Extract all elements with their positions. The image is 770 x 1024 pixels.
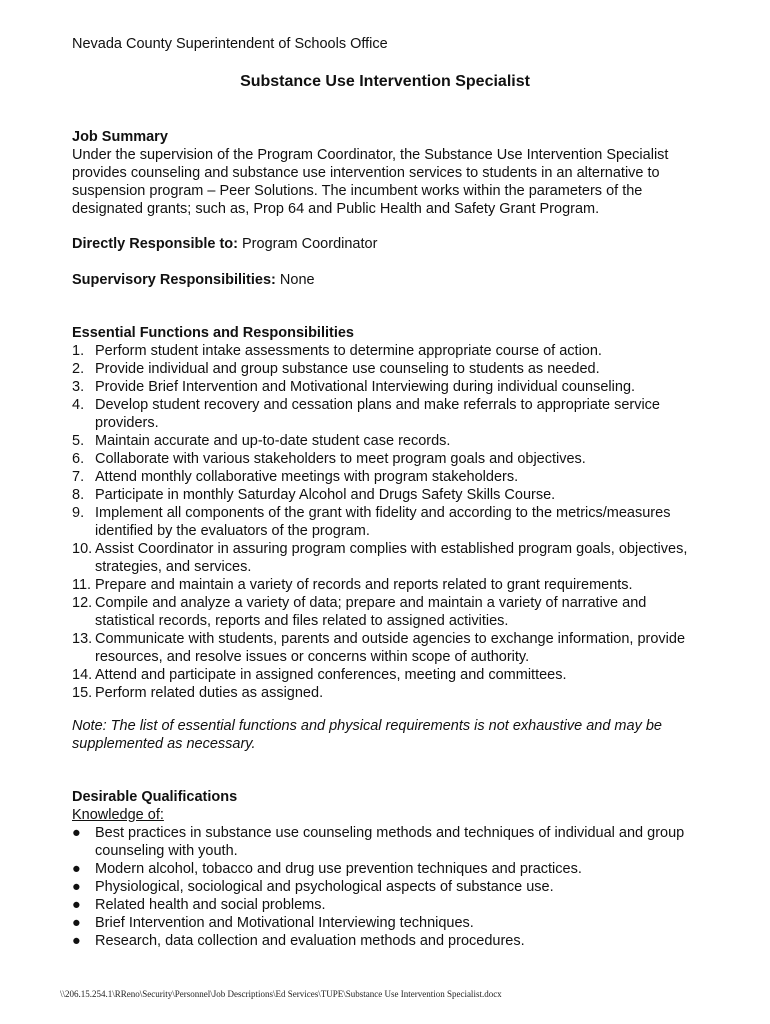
supervisory-value: None (279, 272, 315, 288)
essential-functions-section (72, 324, 702, 702)
list-item-number: 15. (72, 685, 93, 701)
list-item-text: Implement all components of the grant with fidelity and according to the metrics/measures identified by the evaluators of the program. (95, 505, 671, 539)
list-item-text: Attend and participate in assigned conferences, meeting and committees. (95, 667, 567, 683)
bullet-item-text: Related health and social problems. (95, 897, 326, 913)
list-item-text: Prepare and maintain a variety of records and reports related to grant requirements. (95, 577, 633, 593)
list-item-number: 6. (72, 451, 85, 467)
bullet-icon: ● (72, 879, 81, 895)
supervisory-label: Supervisory Responsibilities: (72, 272, 276, 288)
bullet-icon: ● (72, 933, 81, 949)
qualifications-list (72, 824, 702, 950)
bullet-item-text: Best practices in substance use counseling methods and techniques of individual and group counseling with youth. (95, 825, 685, 859)
directly-responsible-line (72, 235, 702, 253)
bullet-item-text: Modern alcohol, tobacco and drug use prevention techniques and practices. (95, 861, 582, 877)
list-item-text: Perform student intake assessments to determine appropriate course of action. (95, 343, 602, 359)
note-text: Note: The list of essential functions and physical requirements is not exhaustive and may be supplemented as necessary. (72, 718, 662, 752)
list-item (72, 504, 702, 540)
essential-functions-list (72, 342, 702, 702)
job-summary-heading: Job Summary (72, 129, 168, 145)
list-item (72, 342, 702, 360)
bullet-icon: ● (72, 915, 81, 931)
list-item-number: 1. (72, 343, 85, 359)
list-item (72, 360, 702, 378)
bullet-item (72, 860, 702, 878)
list-item-text: Maintain accurate and up-to-date student case records. (95, 433, 451, 449)
supervisory-line (72, 271, 702, 289)
list-item-text: Communicate with students, parents and outside agencies to exchange information, provide resources, and resolve issues or concerns within scope of authority. (95, 631, 686, 665)
list-item (72, 540, 702, 576)
list-item (72, 432, 702, 450)
list-item (72, 576, 702, 594)
list-item-number: 8. (72, 487, 85, 503)
list-item-number: 2. (72, 361, 85, 377)
list-item (72, 630, 702, 666)
essential-functions-heading: Essential Functions and Responsibilities (72, 325, 354, 341)
list-item-number: 12. (72, 595, 93, 611)
list-item-number: 3. (72, 379, 85, 395)
list-item (72, 594, 702, 630)
list-item-text: Attend monthly collaborative meetings with program stakeholders. (95, 469, 519, 485)
list-item (72, 684, 702, 702)
list-item-number: 7. (72, 469, 85, 485)
list-item-text: Develop student recovery and cessation plans and make referrals to appropriate service providers. (95, 397, 660, 431)
list-item-number: 11. (72, 577, 92, 593)
directly-responsible-label: Directly Responsible to: (72, 236, 238, 252)
list-item-number: 14. (72, 667, 93, 683)
bullet-item (72, 914, 702, 932)
job-summary-section (72, 128, 702, 218)
list-item-number: 4. (72, 397, 85, 413)
list-item (72, 450, 702, 468)
file-path-footer: \\206.15.254.1\RReno\Security\Personnel\Job Descriptions\Ed Services\TUPE\Substance Use Intervention Specialist.docx (60, 989, 502, 999)
bullet-item (72, 878, 702, 896)
directly-responsible-value: Program Coordinator (242, 236, 378, 252)
list-item-number: 10. (72, 541, 93, 557)
bullet-icon: ● (72, 825, 81, 841)
list-item-text: Perform related duties as assigned. (95, 685, 324, 701)
bullet-icon: ● (72, 861, 81, 877)
qualifications-heading: Desirable Qualifications (72, 789, 238, 805)
list-item-number: 5. (72, 433, 85, 449)
list-item (72, 468, 702, 486)
bullet-item (72, 824, 702, 860)
page-title: Substance Use Intervention Specialist (240, 73, 530, 90)
list-item-text: Collaborate with various stakeholders to meet program goals and objectives. (95, 451, 586, 467)
qualifications-section (72, 788, 702, 950)
list-item (72, 396, 702, 432)
list-item-text: Compile and analyze a variety of data; prepare and maintain a variety of narrative and statistical records, reports and files related to assigned activities. (95, 595, 647, 629)
list-item-number: 13. (72, 631, 93, 647)
list-item-text: Provide Brief Intervention and Motivational Interviewing during individual counseling. (95, 379, 636, 395)
job-summary-text: Under the supervision of the Program Coordinator, the Substance Use Intervention Specialist provides counseling and substance use intervention services to students in an alternative to suspension program – Peer Solutions. The incumbent works within the parameters of the designated grants; such as, Prop 64 and Public Health and Safety Grant Program. (72, 147, 669, 217)
bullet-item-text: Physiological, sociological and psychological aspects of substance use. (95, 879, 554, 895)
list-item-text: Provide individual and group substance use counseling to students as needed. (95, 361, 600, 377)
list-item-number: 9. (72, 505, 85, 521)
organization-name: Nevada County Superintendent of Schools Office (72, 36, 388, 52)
bullet-item (72, 896, 702, 914)
list-item (72, 378, 702, 396)
bullet-item-text: Brief Intervention and Motivational Interviewing techniques. (95, 915, 474, 931)
bullet-item (72, 932, 702, 950)
list-item (72, 486, 702, 504)
list-item (72, 666, 702, 684)
list-item-text: Assist Coordinator in assuring program complies with established program goals, objectives, strategies, and services. (95, 541, 688, 575)
list-item-text: Participate in monthly Saturday Alcohol and Drugs Safety Skills Course. (95, 487, 556, 503)
bullet-item-text: Research, data collection and evaluation methods and procedures. (95, 933, 525, 949)
bullet-icon: ● (72, 897, 81, 913)
knowledge-subheading: Knowledge of: (72, 807, 164, 823)
